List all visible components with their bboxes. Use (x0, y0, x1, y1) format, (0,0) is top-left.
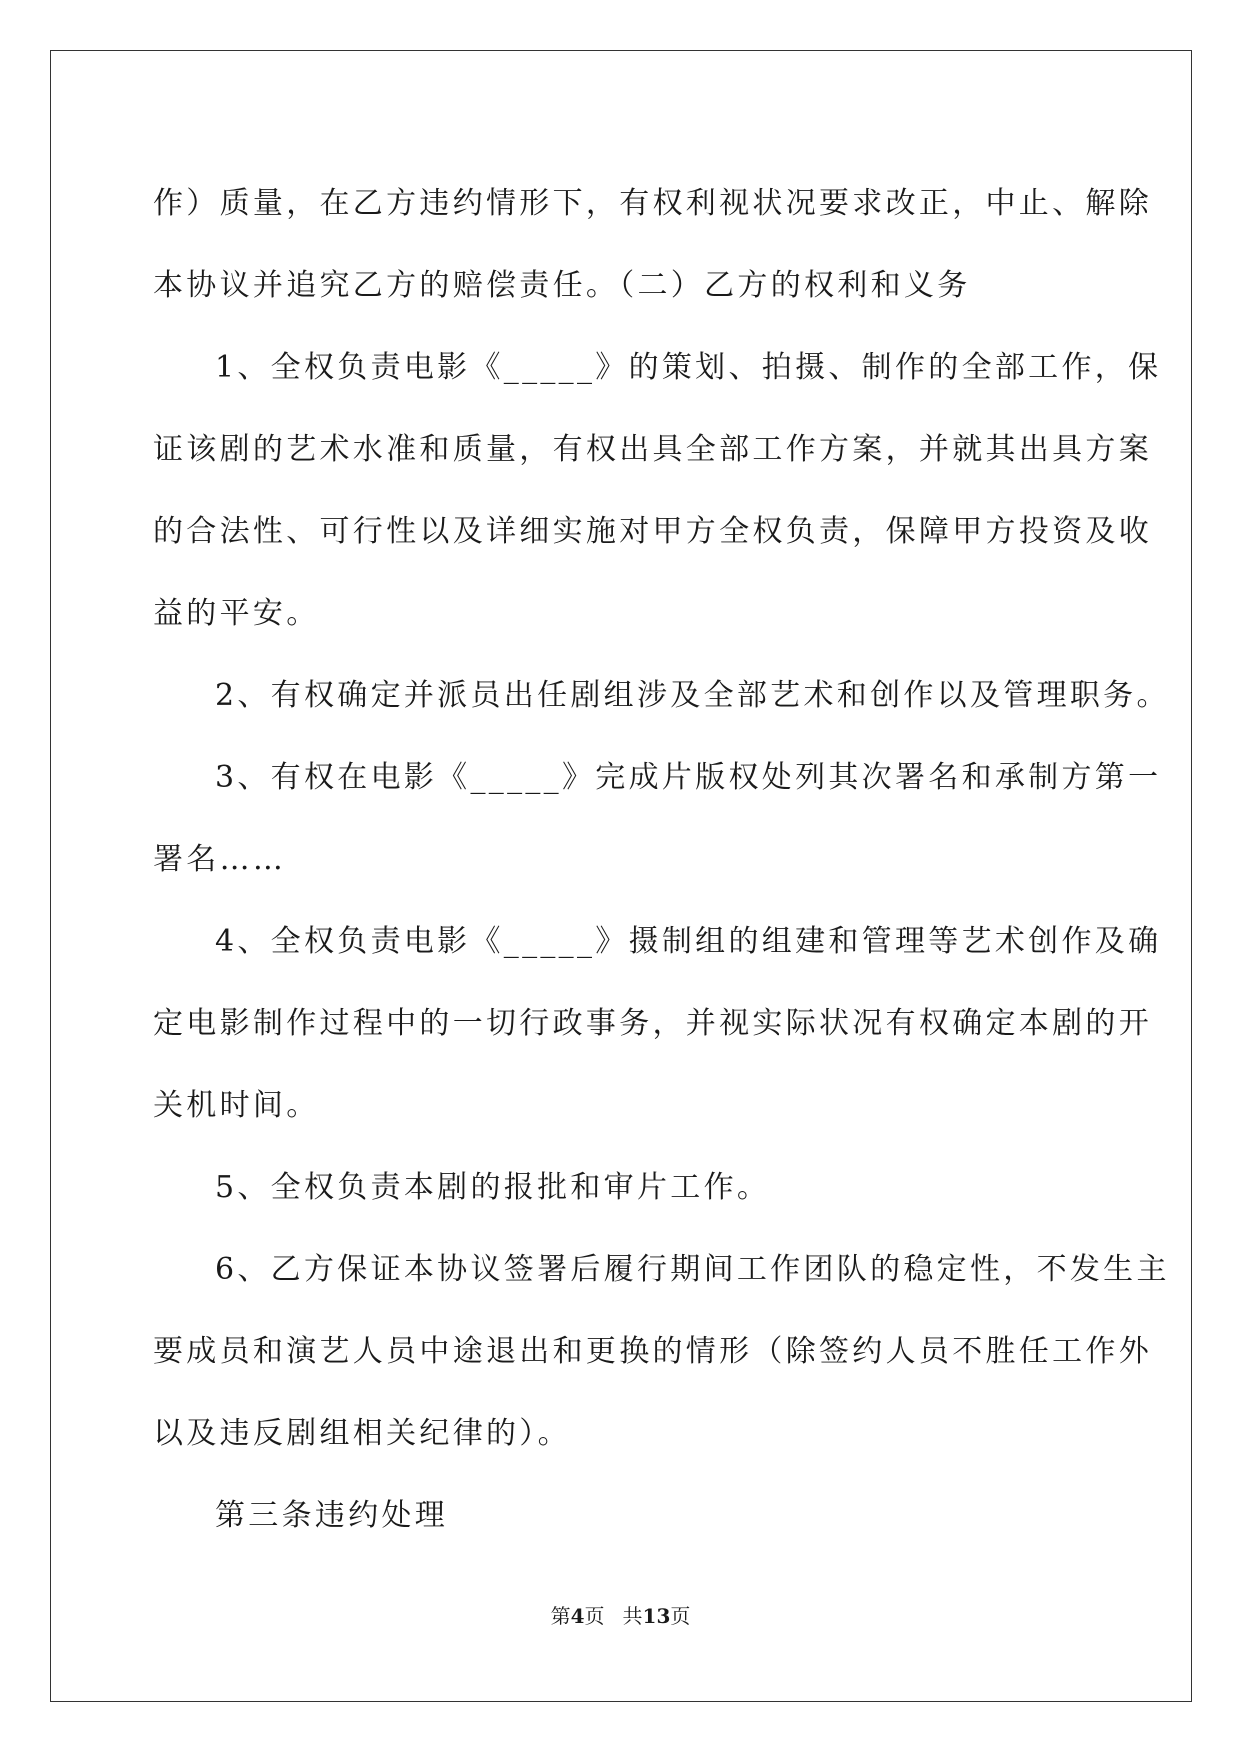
page-number: 4 (570, 1604, 585, 1628)
page-number-label (551, 1604, 605, 1628)
document-body (153, 163, 1170, 1557)
text-line: 3、有权在电影《_____》完成片版权处列其次署名和承制方第一 (215, 760, 1162, 795)
text-line: 2、有权确定并派员出任剧组涉及全部艺术和创作以及管理职务。 (215, 678, 1170, 713)
total-pages: 13 (642, 1604, 671, 1628)
text-line: 本协议并追究乙方的赔偿责任。（二）乙方的权利和义务 (153, 268, 971, 303)
page-suffix: 页 (584, 1604, 605, 1628)
total-suffix: 页 (670, 1604, 691, 1628)
total-pages-label (623, 1604, 691, 1628)
text-line: 1、全权负责电影《_____》的策划、拍摄、制作的全部工作，保 (215, 350, 1162, 385)
total-prefix: 共 (622, 1604, 643, 1628)
text-line: 6、乙方保证本协议签署后履行期间工作团队的稳定性，不发生主 (215, 1252, 1170, 1287)
text-line: 4、全权负责电影《_____》摄制组的组建和管理等艺术创作及确 (215, 924, 1162, 959)
text-line: 署名…… (153, 842, 287, 877)
text-line: 证该剧的艺术水准和质量，有权出具全部工作方案，并就其出具方案 (153, 432, 1152, 467)
section-heading: 第三条违约处理 (215, 1498, 449, 1533)
text-line: 的合法性、可行性以及详细实施对甲方全权负责，保障甲方投资及收 (153, 514, 1152, 549)
page-footer (0, 1604, 1241, 1628)
page-prefix: 第 (550, 1604, 571, 1628)
text-line: 关机时间。 (153, 1088, 320, 1123)
text-line: 以及违反剧组相关纪律的）。 (153, 1416, 571, 1451)
text-line: 5、全权负责本剧的报批和审片工作。 (215, 1170, 771, 1205)
text-line: 要成员和演艺人员中途退出和更换的情形（除签约人员不胜任工作外 (153, 1334, 1152, 1369)
text-line: 定电影制作过程中的一切行政事务，并视实际状况有权确定本剧的开 (153, 1006, 1152, 1041)
text-line: 作）质量，在乙方违约情形下，有权利视状况要求改正，中止、解除 (153, 186, 1152, 221)
text-line: 益的平安。 (153, 596, 320, 631)
